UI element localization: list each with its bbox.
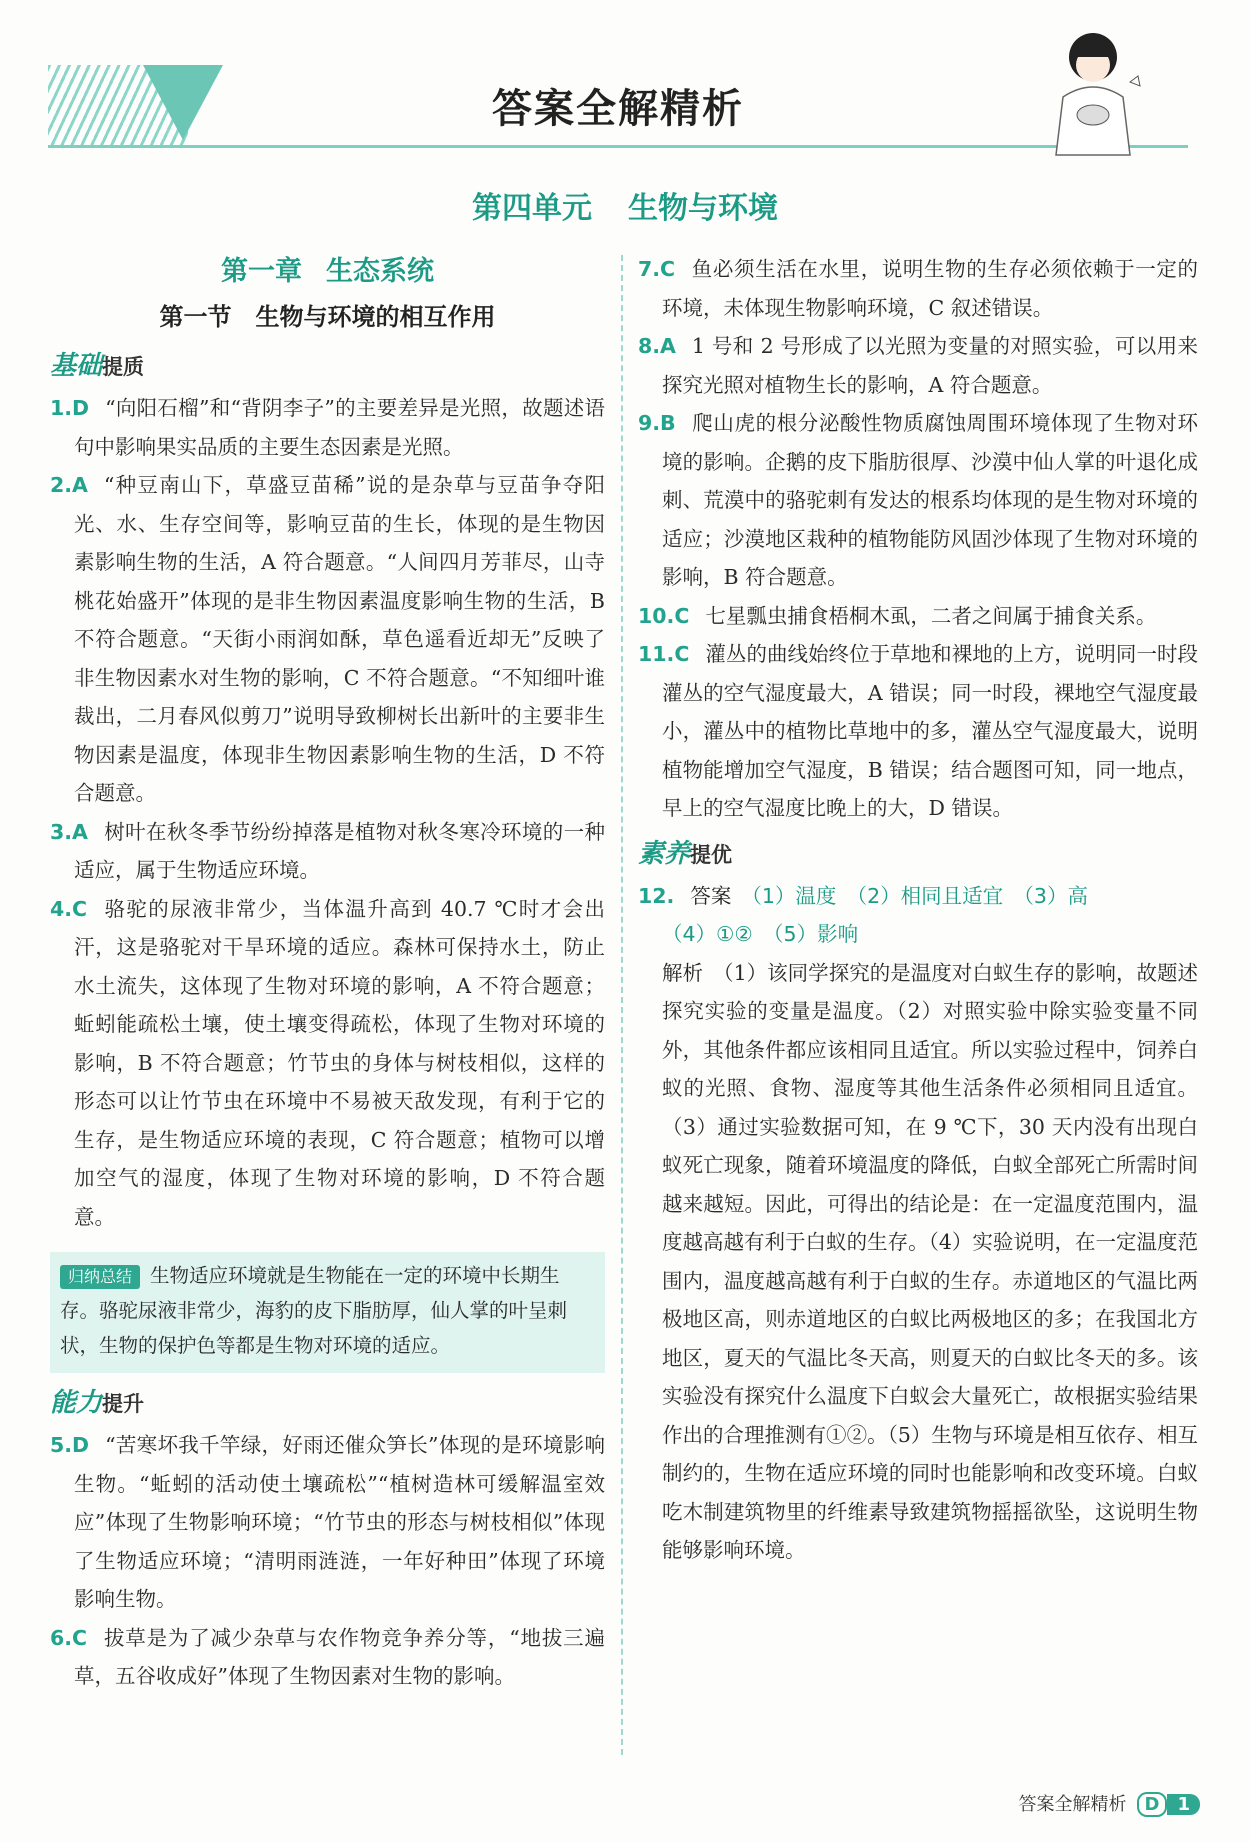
answer-item [50,1426,605,1619]
analysis-text: （1）该同学探究的是温度对白蚁生存的影响，故题述探究实验的变量是温度。（2）对照实验中除实验变量不同外，其他条件都应该相同且适宜。所以实验过程中，饲养白蚁的光照、食物、湿度等其他生活条件必须相同且适宜。（3）通过实验数据可知，在 9 ℃下，30 天内没有出现白蚁死亡现象，随着环境温度的降低，白蚁全部死亡所需时间越来越短。因此，可得出的结论是：在一定温度范围内，温度越高越有利于白蚁的生存。（4）实验说明，在一定温度范围内，温度越高越有利于白蚁的生存。赤道地区的气温比两极地区高，则赤道地区的白蚁比两极地区的多；在我国北方地区，夏天的气温比冬天高，则夏天的白蚁比冬天的多。该实验没有探究什么温度下白蚁会大量死亡，故根据实验结果作出的合理推测有①②。（5）生物与环境是相互依存、相互制约的，生物在适应环境的同时也能影响和改变环境。白蚁吃木制建筑物里的纤维素导致建筑物摇摇欲坠，这说明生物能够影响环境。 [662,960,1199,1562]
item-number: 12. [638,883,675,908]
item-text: 树叶在秋冬季节纷纷掉落是植物对秋冬寒冷环境的一种适应，属于生物适应环境。 [74,819,605,882]
girl-illustration [1038,27,1148,157]
heading-literacy-sub: 提优 [690,842,733,867]
item-number: 1.D [50,396,90,420]
section-title [50,294,605,340]
item-text: “苦寒坏我千竿绿，好雨还催众笋长”体现的是环境影响生物。“蚯蚓的活动使土壤疏松”“植树造林可缓解温室效应”体现了生物影响环境；“竹节虫的形态与树枝相似”体现了生物适应环境；“清明雨涟涟，一年好种田”体现了环境影响生物。 [74,1433,605,1611]
item-text: 拔草是为了减少杂草与农作物竞争养分等，“地拔三遍草，五谷收成好”体现了生物因素对生物的影响。 [74,1625,605,1688]
item-number: 9.B [638,411,676,435]
answer-item [50,813,605,890]
question-12 [638,877,1198,1570]
footer-tag: D [1137,1792,1168,1817]
analysis-label: 解析 [662,960,704,985]
column-divider [621,255,623,1755]
answer-item [50,389,605,466]
heading-literacy-main: 素养 [638,838,691,869]
answer-item [638,635,1198,828]
page-number: 1 [1167,1794,1200,1815]
item-number: 4.C [50,896,88,921]
answer-item [638,250,1198,327]
item-number: 6.C [50,1625,88,1650]
item-number: 7.C [638,257,676,281]
answer-item [638,597,1198,636]
heading-literacy [638,832,1198,877]
item-text: 灌丛的曲线始终位于草地和裸地的上方，说明同一时段灌丛的空气湿度最大，A 错误；同一时段，裸地空气湿度最小，灌丛中的植物比草地中的多，灌丛空气湿度最大，说明植物能增加空气湿度，B 错误；结合题图可知，同一地点，早上的空气湿度比晚上的大，D 错误。 [662,642,1198,820]
answer-item [50,1619,605,1696]
right-column [638,250,1198,1570]
item-text: 鱼必须生活在水里，说明生物的生存必须依赖于一定的环境，未体现生物影响环境，C 叙述错误。 [662,257,1198,320]
left-column [50,250,605,1696]
heading-ability-main: 能力 [50,1388,103,1418]
footer-title: 答案全解精析 [1018,1794,1127,1815]
page-header [48,55,1188,155]
chapter-title [50,250,605,294]
item-number: 3.A [50,819,88,844]
unit-title [0,183,1250,227]
heading-ability [50,1381,605,1426]
summary-text: 生物适应环境就是生物能在一定的环境中长期生存。骆驼尿液非常少，海豹的皮下脂肪厚，仙人掌的叶呈刺状，生物的保护色等都是生物对环境的适应。 [60,1264,568,1357]
chapter-name: 生态系统 [326,256,434,287]
item-number: 2.A [50,473,88,497]
item-text: 1 号和 2 号形成了以光照为变量的对照实验，可以用来探究光照对植物生长的影响，A 符合题意。 [662,334,1198,397]
summary-tag: 归纳总结 [60,1265,140,1289]
section-label: 第一节 [159,303,232,331]
item-text: 骆驼的尿液非常少，当体温升高到 40.7 ℃时才会出汗，这是骆驼对干旱环境的适应。森林可保持水土，防止水土流失，这体现了生物对环境的影响，A 不符合题意；蚯蚓能疏松土壤，使土壤变得疏松，体现了生物对环境的影响，B 不符合题意；竹节虫的身体与树枝相似，这样的形态可以让竹节虫在环境中不易被天敌发现，有利于它的生存，是生物适应环境的表现，C 符合题意；植物可以增加空气的湿度，体现了生物对环境的影响，D 不符合题意。 [74,896,605,1229]
item-number: 10.C [638,603,690,628]
answer-line-1: （1）温度 （2）相同且适宜 （3）高 [741,883,1088,908]
section-name: 生物与环境的相互作用 [255,303,496,331]
summary-box [50,1252,605,1373]
heading-basic-sub: 提质 [102,355,145,379]
item-number: 5.D [50,1433,90,1457]
answer-line-2: （4）①② （5）影响 [662,922,859,946]
answer-item [50,890,605,1237]
item-text: 七星瓢虫捕食梧桐木虱，二者之间属于捕食关系。 [705,603,1157,628]
answer-label: 答案 [690,883,732,908]
item-text: “向阳石榴”和“背阴李子”的主要差异是光照，故题述语句中影响果实品质的主要生态因素是光照。 [74,396,605,459]
unit-name: 生物与环境 [628,191,778,226]
header-title: 答案全解精析 [492,86,744,132]
item-number: 11.C [638,642,690,666]
answer-item [50,466,605,813]
answer-item [638,404,1198,597]
heading-basic [50,344,605,389]
answer-item [638,327,1198,404]
page-footer [1019,1790,1200,1817]
item-number: 8.A [638,334,676,358]
unit-label: 第四单元 [472,191,592,226]
item-text: “种豆南山下，草盛豆苗稀”说的是杂草与豆苗争夺阳光、水、生存空间等，影响豆苗的生长，体现的是生物因素影响生物的生活，A 符合题意。“人间四月芳菲尽，山寺桃花始盛开”体现的是非生物因素温度影响生物的生活，B 不符合题意。“天街小雨润如酥，草色遥看近却无”反映了非生物因素水对生物的影响，C 不符合题意。“不知细叶谁裁出，二月春风似剪刀”说明导致柳树长出新叶的主要非生物因素是温度，体现非生物因素影响生物的生活，D 不符合题意。 [74,473,605,805]
heading-basic-main: 基础 [50,351,103,381]
heading-ability-sub: 提升 [102,1392,145,1416]
item-text: 爬山虎的根分泌酸性物质腐蚀周围环境体现了生物对环境的影响。企鹅的皮下脂肪很厚、沙漠中仙人掌的叶退化成刺、荒漠中的骆驼刺有发达的根系均体现的是生物对环境的适应；沙漠地区栽种的植物能防风固沙体现了生物对环境的影响，B 符合题意。 [662,411,1198,589]
chapter-label: 第一章 [221,256,302,287]
